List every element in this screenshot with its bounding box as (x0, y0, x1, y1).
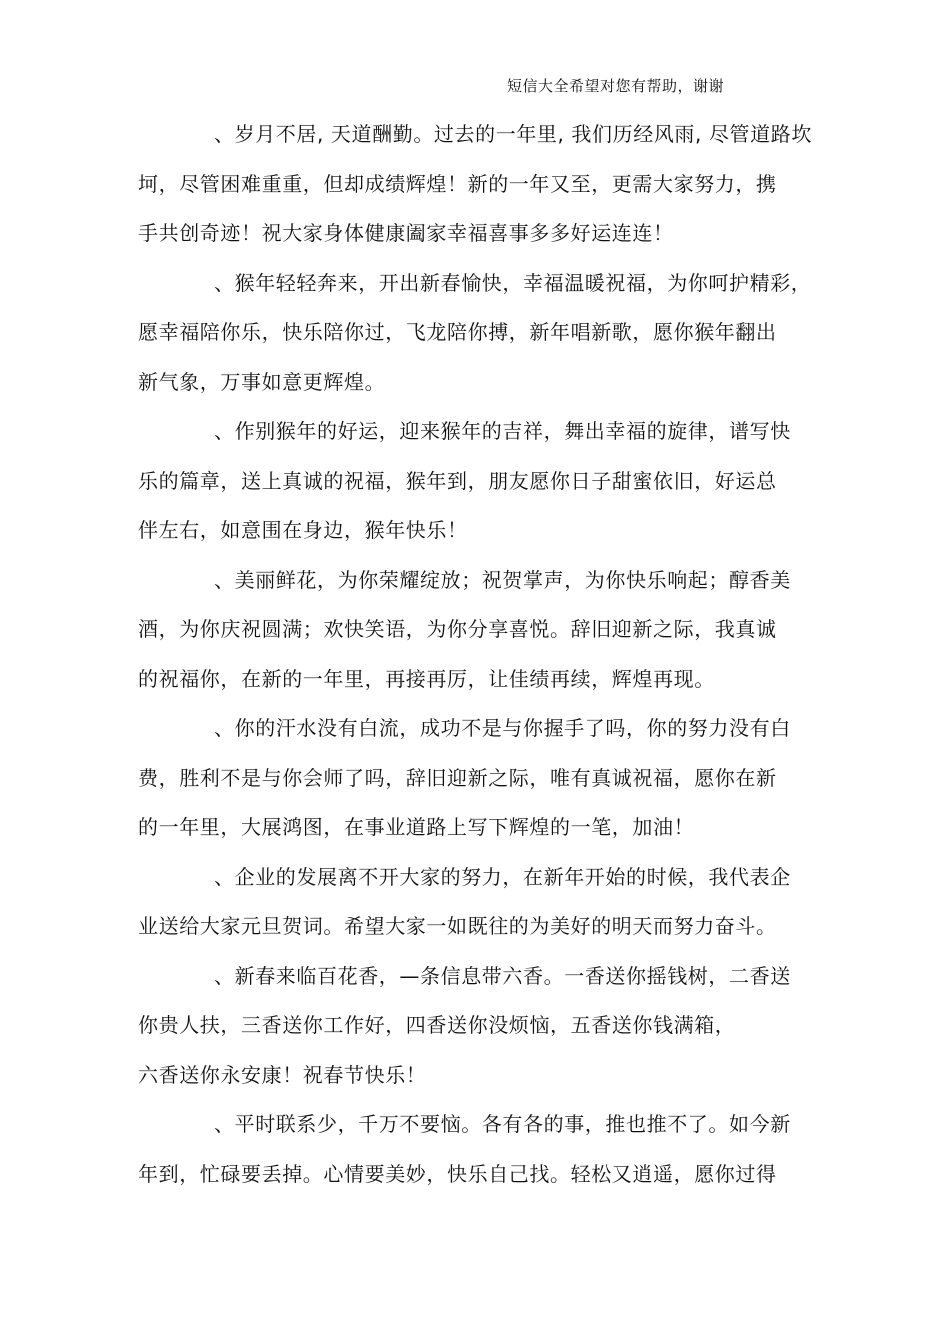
paragraph-8 (138, 1100, 828, 1199)
paragraph-line: 、美丽鲜花，为你荣耀绽放；祝贺掌声，为你快乐响起；醇香美 (214, 567, 791, 592)
paragraph-6 (138, 853, 828, 952)
paragraph-line: 、平时联系少，千万不要恼。各有各的事，推也推不了。如今新 (214, 1112, 791, 1136)
paragraph-line: 伴左右，如意围在身边，猴年快乐！ (138, 518, 468, 542)
paragraph-line: 、你的汗水没有白流，成功不是与你握手了吗，你的努力没有白 (214, 716, 791, 740)
paragraph-line: 你贵人扶，三香送你工作好，四香送你没烦恼，五香送你钱满箱， (138, 1013, 736, 1037)
paragraph-line: 年到，忙碌要丢掉。心情要美妙，快乐自己找。轻松又逍遥，愿你过得 (138, 1161, 777, 1186)
paragraph-line: 新气象，万事如意更辉煌。 (138, 369, 386, 394)
paragraph-line: 业送给大家元旦贺词。希望大家一如既往的为美好的明天而努力奋斗。 (138, 914, 777, 938)
paragraph-line: 手共创奇迹！祝大家身体健康阖家幸福喜事多多好运连连！ (138, 221, 674, 245)
paragraph-line: 、新春来临百花香，—条信息带六香。一香送你摇钱树，二香送 (214, 963, 791, 988)
paragraph-1 (138, 110, 828, 259)
paragraph-line: 、作别猴年的好运，迎来猴年的吉祥，舞出幸福的旋律，谱写快 (214, 419, 791, 443)
paragraph-2 (138, 259, 828, 408)
paragraph-7 (138, 952, 828, 1101)
paragraph-3 (138, 407, 828, 556)
paragraph-4 (138, 556, 828, 705)
paragraph-line: 坷，尽管困难重重，但却成绩辉煌！新的一年又至，更需大家努力，携 (138, 171, 777, 196)
paragraph-line: 酒，为你庆祝圆满；欢快笑语，为你分享喜悦。辞旧迎新之际，我真诚 (138, 617, 777, 641)
paragraph-line: 的一年里，大展鸿图，在事业道路上写下辉煌的一笔，加油！ (138, 815, 695, 839)
paragraph-line: 、企业的发展离不开大家的努力，在新年开始的时候，我代表企 (214, 864, 791, 889)
paragraph-line: 愿幸福陪你乐，快乐陪你过，飞龙陪你搏，新年唱新歌，愿你猴年翻出 (138, 320, 777, 344)
header-note: 短信大全希望对您有帮助，谢谢 (507, 77, 725, 95)
paragraph-line: 乐的篇章，送上真诚的祝福，猴年到，朋友愿你日子甜蜜依旧，好运总 (138, 468, 777, 493)
paragraph-line: 、岁月不居, 天道酬勤。过去的一年里, 我们历经风雨, 尽管道路坎 (214, 122, 812, 146)
paragraph-line: 六香送你永安康！祝春节快乐！ (138, 1062, 427, 1087)
document-body (138, 110, 828, 1199)
paragraph-line: 、猴年轻轻奔来，开出新春愉快，幸福温暖祝福，为你呵护精彩， (214, 270, 812, 295)
paragraph-5 (138, 704, 828, 853)
paragraph-line: 费，胜利不是与你会师了吗，辞旧迎新之际，唯有真诚祝福，愿你在新 (138, 765, 777, 790)
paragraph-line: 的祝福你，在新的一年里，再接再厉，让佳绩再续，辉煌再现。 (138, 666, 715, 691)
